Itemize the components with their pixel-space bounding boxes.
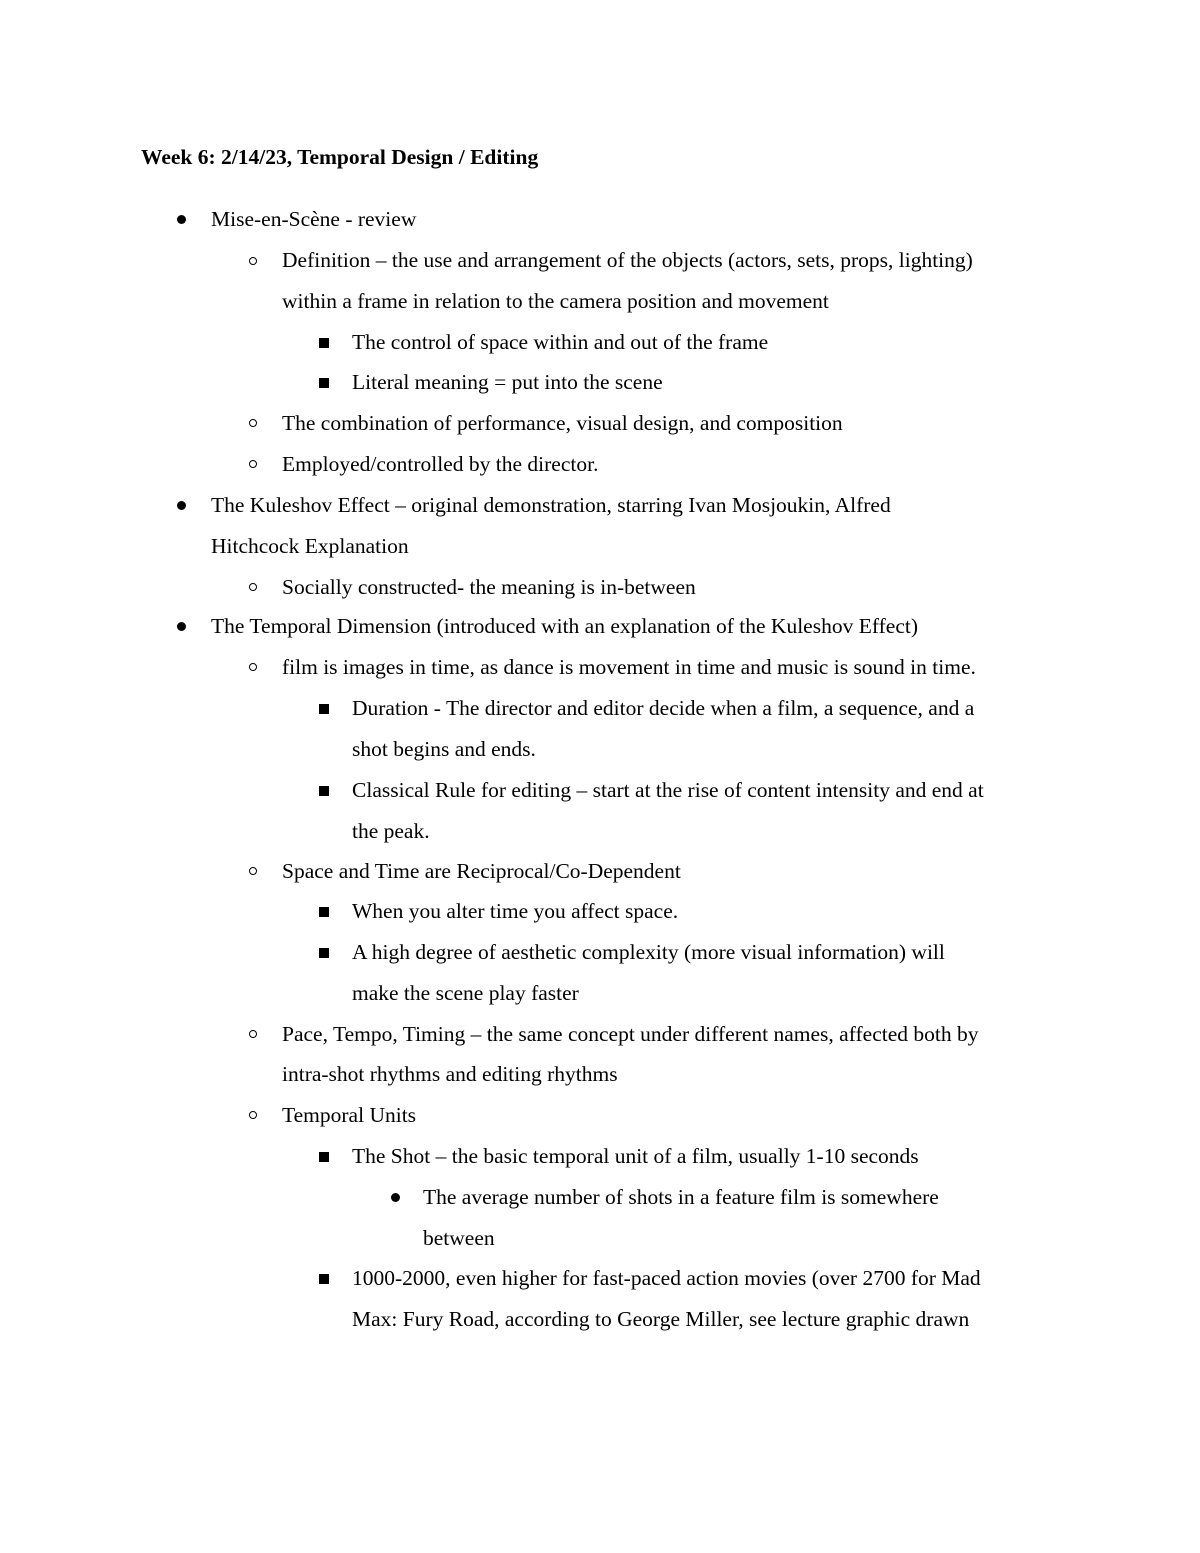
bullet-circle-icon	[249, 1030, 257, 1038]
bullet-square-icon	[319, 786, 329, 796]
bullet-square-icon	[319, 338, 329, 348]
bullet-square-icon	[319, 378, 329, 388]
list-item: The combination of performance, visual design, and composition	[282, 411, 843, 435]
bullet-circle-icon	[249, 583, 257, 591]
list-item-continuation: the peak.	[352, 819, 430, 843]
list-item: The Shot – the basic temporal unit of a film, usually 1-10 seconds	[352, 1144, 919, 1168]
bullet-square-icon	[319, 1152, 329, 1162]
list-item-continuation: between	[423, 1226, 495, 1250]
bullet-circle-icon	[249, 460, 257, 468]
bullet-dot-icon	[391, 1193, 400, 1202]
list-item: Employed/controlled by the director.	[282, 452, 599, 476]
list-item-continuation: intra-shot rhythms and editing rhythms	[282, 1062, 618, 1086]
list-item: The Temporal Dimension (introduced with an explanation of the Kuleshov Effect)	[211, 614, 919, 638]
bullet-circle-icon	[249, 1111, 257, 1119]
list-item: Temporal Units	[282, 1103, 417, 1127]
bullet-square-icon	[319, 1274, 329, 1284]
list-item-continuation: Max: Fury Road, according to George Miller, see lecture graphic drawn	[352, 1307, 970, 1331]
list-item-continuation: shot begins and ends.	[352, 737, 536, 761]
list-item-continuation: within a frame in relation to the camera position and movement	[282, 289, 829, 313]
bullet-circle-icon	[249, 257, 257, 265]
bullet-dot-icon	[177, 215, 186, 224]
bullet-square-icon	[319, 907, 329, 917]
bullet-square-icon	[319, 948, 329, 958]
list-item: Socially constructed- the meaning is in-between	[282, 575, 696, 599]
list-item: When you alter time you affect space.	[352, 899, 679, 923]
list-item: Classical Rule for editing – start at the rise of content intensity and end at	[352, 778, 984, 802]
list-item: Duration - The director and editor decide when a film, a sequence, and a	[352, 696, 975, 720]
list-item: Literal meaning = put into the scene	[352, 370, 663, 394]
bullet-dot-icon	[177, 501, 186, 510]
list-item: A high degree of aesthetic complexity (more visual information) will	[352, 940, 945, 964]
list-item-continuation: Hitchcock Explanation	[211, 534, 409, 558]
list-item: Mise-en-Scène - review	[211, 207, 417, 231]
bullet-square-icon	[319, 704, 329, 714]
bullet-circle-icon	[249, 867, 257, 875]
list-item: The control of space within and out of the frame	[352, 330, 769, 354]
list-item: Definition – the use and arrangement of the objects (actors, sets, props, lighting)	[282, 248, 973, 272]
bullet-circle-icon	[249, 663, 257, 671]
bullet-circle-icon	[249, 419, 257, 427]
list-item: film is images in time, as dance is movement in time and music is sound in time.	[282, 655, 976, 679]
page-title: Week 6: 2/14/23, Temporal Design / Editing	[141, 145, 539, 169]
list-item: The Kuleshov Effect – original demonstration, starring Ivan Mosjoukin, Alfred	[211, 493, 891, 517]
list-item: Pace, Tempo, Timing – the same concept under different names, affected both by	[282, 1022, 979, 1046]
list-item: Space and Time are Reciprocal/Co-Dependent	[282, 859, 681, 883]
list-item-continuation: make the scene play faster	[352, 981, 579, 1005]
bullet-dot-icon	[177, 622, 186, 631]
list-item: The average number of shots in a feature film is somewhere	[423, 1185, 939, 1209]
list-item: 1000-2000, even higher for fast-paced action movies (over 2700 for Mad	[352, 1266, 981, 1290]
